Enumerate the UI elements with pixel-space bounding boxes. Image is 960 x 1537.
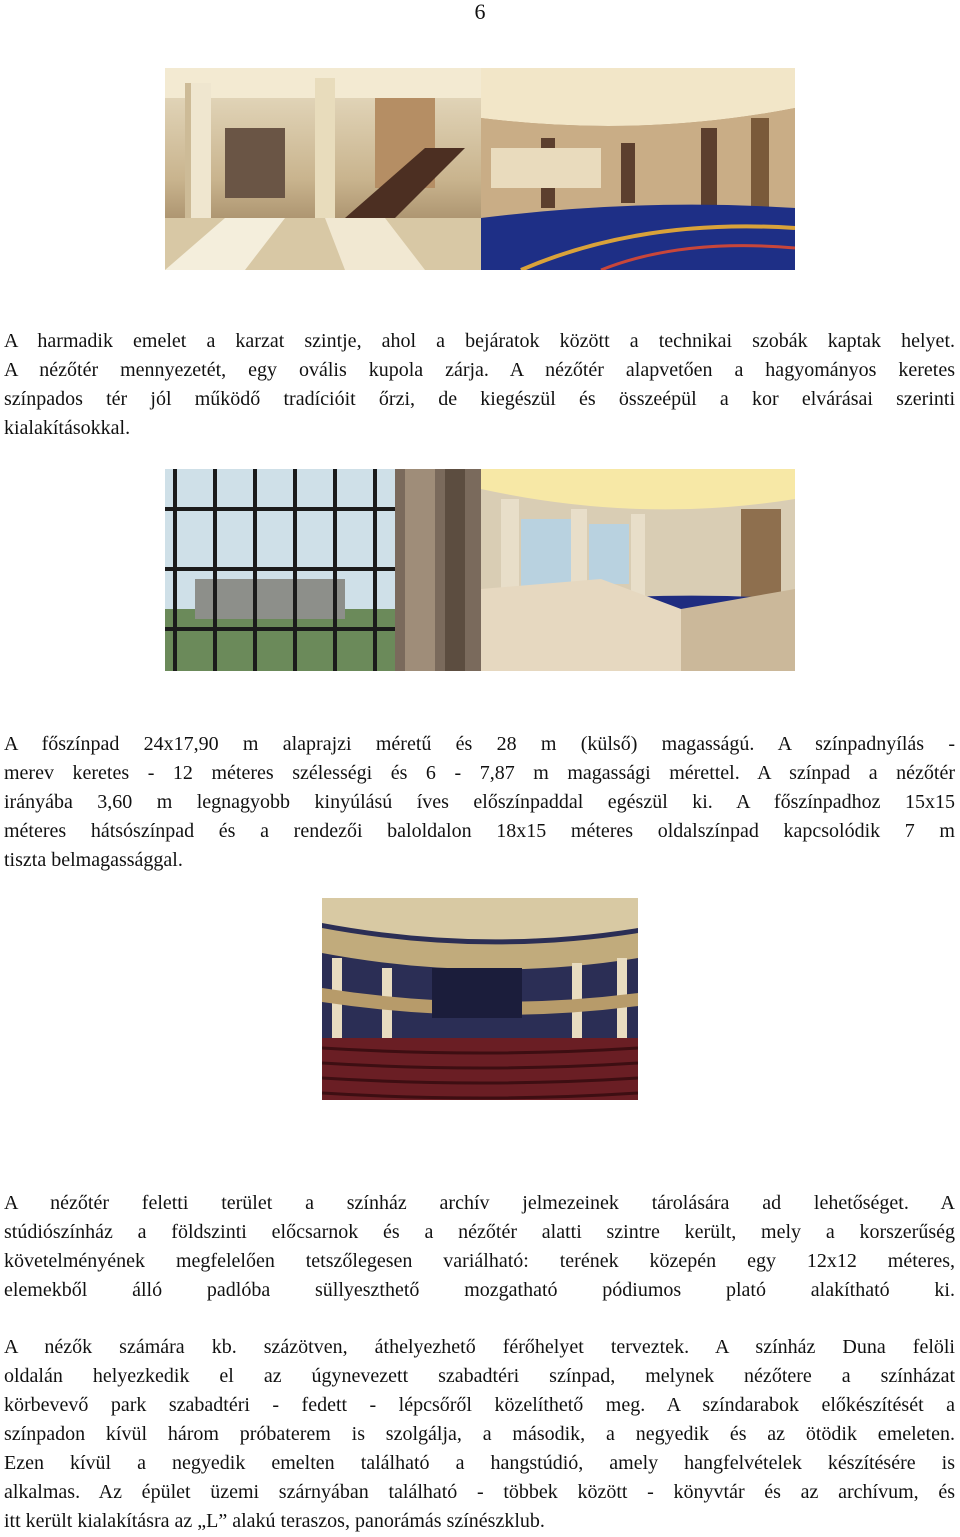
text-line: színpados tér jól működő tradícióit őrzi, de kiegészül és összeépül a kor elvárásai szerinti xyxy=(4,388,955,410)
lobby-interior-photo xyxy=(165,68,481,270)
text-line: stúdiószínház a földszinti előcsarnok és a nézőtér alatti szintre került, mely a korszerűség xyxy=(4,1221,955,1243)
photo-lobby xyxy=(165,68,481,270)
text-line: merev keretes - 12 méteres szélességi és 6 - 7,87 m magassági mérettel. A színpad a nézőtér xyxy=(4,762,955,784)
text-line: itt került kialakításra az „L” alakú teraszos, panorámás színészklub. xyxy=(4,1510,545,1532)
text-line: A nézőtér feletti terület a színház archív jelmezeinek tárolására ad lehetőséget. A xyxy=(4,1192,955,1214)
text-line: A harmadik emelet a karzat szintje, ahol a bejáratok között a technikai szobák kaptak helyet. xyxy=(4,330,955,352)
photo-glass-hall xyxy=(165,469,481,671)
text-line: színpadon kívül három próbaterem is szolgálja, a második, a negyedik és az ötödik emeleten. xyxy=(4,1423,955,1445)
text-line: alkalmas. Az épület üzemi szárnyában található - többek között - könyvtár és az archívum, és xyxy=(4,1481,955,1503)
text-line: elemekből álló padlóba süllyeszthető mozgatható pódiumos plató alakítható ki. xyxy=(4,1279,955,1301)
text-line: körbevevő park szabadtéri - fedett - lépcsőről közelíthető meg. A színdarabok előkészítését a xyxy=(4,1394,955,1416)
text-line: kialakításokkal. xyxy=(4,417,131,439)
text-line: Ezen kívül a negyedik emelten található a hangstúdió, amely hangfelvételek készítésére is xyxy=(4,1452,955,1474)
paragraph-foszinpad xyxy=(4,730,955,875)
curved-corridor-photo xyxy=(481,68,795,270)
glass-hall-photo xyxy=(165,469,481,671)
page-number: 6 xyxy=(474,0,486,24)
text-line: tiszta belmagassággal. xyxy=(4,849,183,871)
text-line: A nézőtér mennyezetét, egy ovális kupola zárja. A nézőtér alapvetően a hagyományos keretes xyxy=(4,359,955,381)
auditorium-photo xyxy=(322,898,638,1100)
text-line: irányába 3,60 m legnagyobb kinyúlású íves előszínpaddal egészül ki. A főszínpadhoz 15x15 xyxy=(4,791,955,813)
text-line: A főszínpad 24x17,90 m alaprajzi méretű és 28 m (külső) magasságú. A színpadnyílás - xyxy=(4,733,955,755)
text-line: követelményének megfelelően tetszőlegesen variálható: terének közepén egy 12x12 méteres, xyxy=(4,1250,955,1272)
photo-corridor xyxy=(481,68,795,270)
text-line: oldalán helyezkedik el az úgynevezett szabadtéri színpad, melynek nézőtere a színházat xyxy=(4,1365,955,1387)
paragraph-nezok xyxy=(4,1333,955,1536)
paragraph-archiv xyxy=(4,1189,955,1305)
paragraph-karzat xyxy=(4,327,955,443)
text-line: méteres hátsószínpad és a rendezői baloldalon 18x15 méteres oldalszínpad kapcsolódik 7 m xyxy=(4,820,955,842)
photo-gallery xyxy=(481,469,795,671)
photo-auditorium xyxy=(322,898,638,1100)
text-line: A nézők számára kb. százötven, áthelyezhető férőhelyet terveztek. A színház Duna felöli xyxy=(4,1336,955,1358)
gallery-balcony-photo xyxy=(481,469,795,671)
